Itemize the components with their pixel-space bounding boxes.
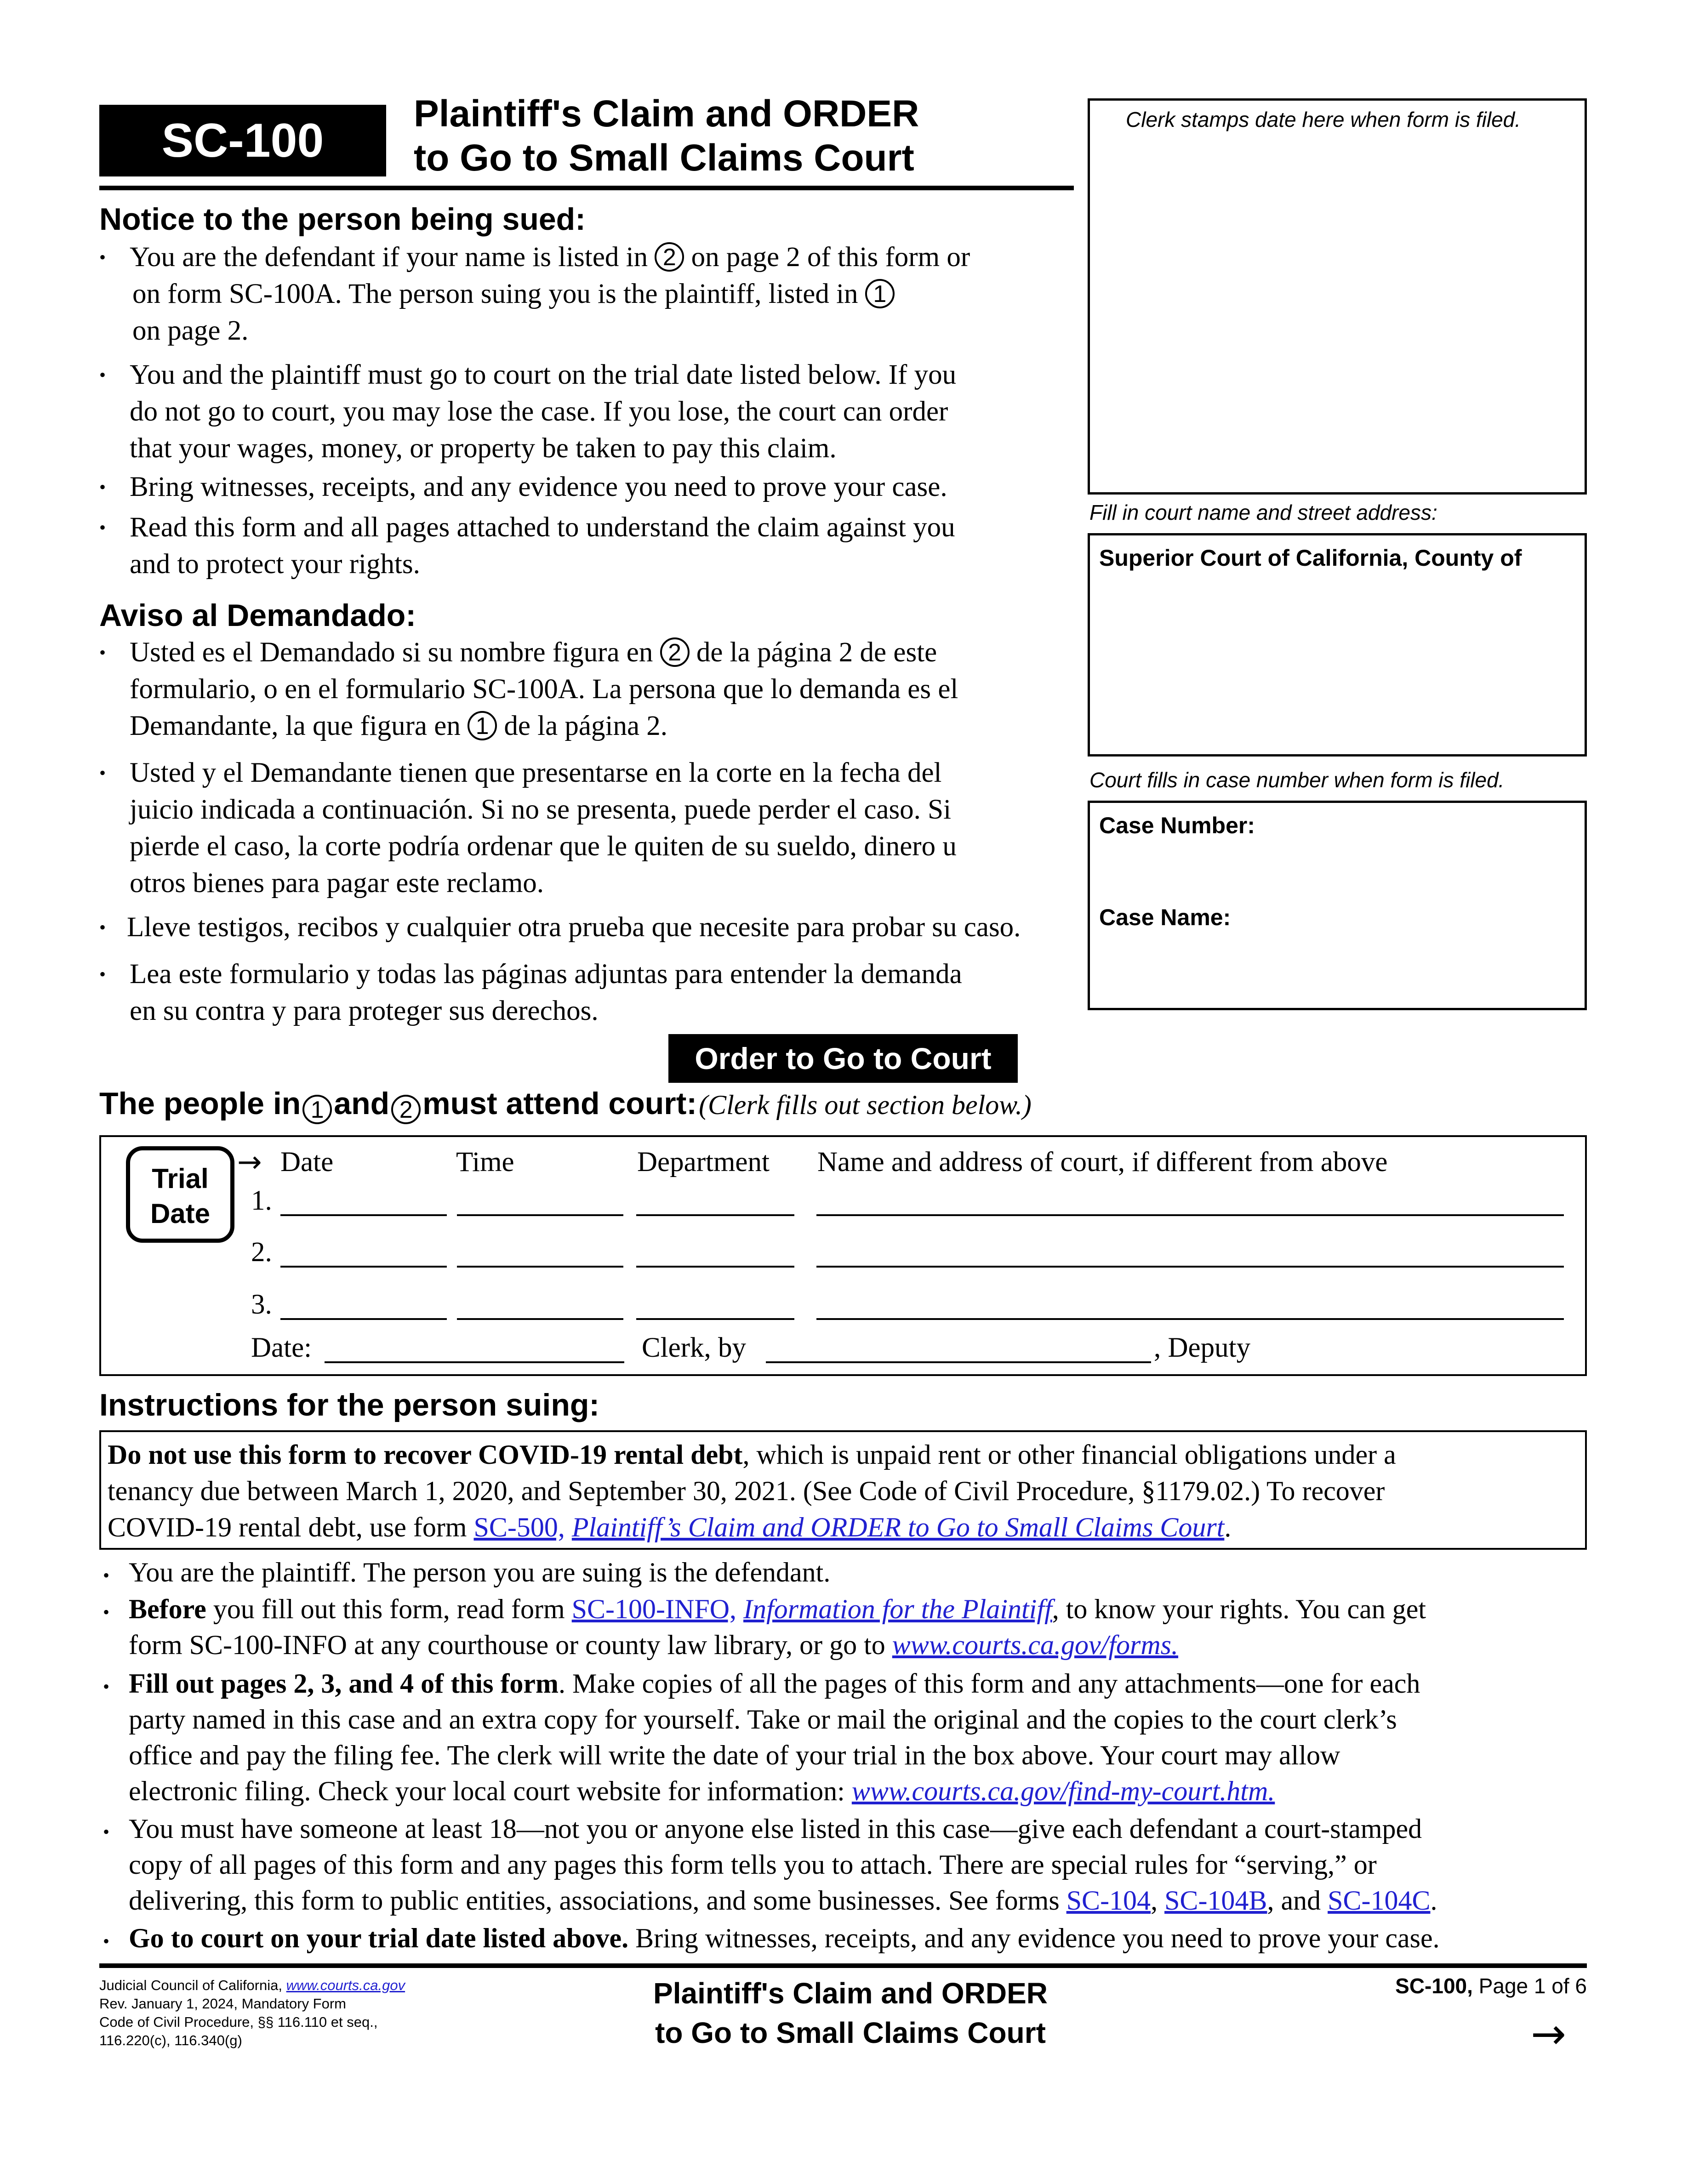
order-date-field[interactable]	[325, 1361, 624, 1363]
arrow-right-icon: →	[237, 1145, 262, 1179]
trial-department-field[interactable]	[636, 1266, 794, 1268]
court-address-box[interactable]: Superior Court of California, County of	[1088, 533, 1587, 756]
trial-date-section: Trial Date → Date Time Department Name and address of court, if different from above 1. 2. 3. Date: Clerk, by , Deputy	[99, 1135, 1587, 1376]
trial-department-field[interactable]	[636, 1318, 794, 1320]
case-number-note: Court fills in case number when form is filed.	[1089, 768, 1505, 792]
trial-court-field[interactable]	[816, 1214, 1564, 1216]
page-title: Plaintiff's Claim and ORDER to Go to Small Claims Court	[414, 93, 919, 179]
attend-line: The people in 1 and 2 must attend court: (Clerk fills out section below.)	[99, 1086, 1032, 1124]
trial-date-field[interactable]	[280, 1266, 447, 1268]
covid-notice-box: Do not use this form to recover COVID-19 rental debt, which is unpaid rent or other financial obligations under a tenancy due between March 1, 2020, and September 30, 2021. (See Code of Civil Procedure, §1179.02.) To recover COVID-19 rental debt, use form SC-500, Plaintiff’s Claim and ORDER to Go to Small Claims Court.	[99, 1430, 1587, 1550]
order-banner: Order to Go to Court	[668, 1034, 1018, 1083]
footer-rule	[99, 1963, 1587, 1968]
case-number-label: Case Number:	[1099, 813, 1255, 838]
clerk-label: Clerk, by	[642, 1332, 747, 1363]
clerk-stamp-box[interactable]: Clerk stamps date here when form is filed.	[1088, 98, 1587, 495]
find-my-court-link[interactable]: www.courts.ca.gov/find-my-court.htm.	[851, 1776, 1275, 1806]
trial-department-field[interactable]	[636, 1214, 794, 1216]
case-name-label: Case Name:	[1099, 904, 1231, 930]
col-date: Date	[280, 1147, 334, 1177]
trial-date-badge: Trial Date	[126, 1146, 234, 1243]
clerk-name-field[interactable]	[766, 1361, 1151, 1363]
aviso-heading: Aviso al Demandado:	[99, 598, 416, 633]
trial-time-field[interactable]	[457, 1318, 623, 1320]
sc-104c-link[interactable]: SC-104C	[1328, 1885, 1431, 1916]
footer-page: SC-100, Page 1 of 6	[1395, 1974, 1587, 1998]
court-address-note: Fill in court name and street address:	[1089, 500, 1437, 524]
case-info-box[interactable]	[1088, 801, 1587, 1010]
trial-date-field[interactable]	[280, 1318, 447, 1320]
next-page-arrow-icon[interactable]: →	[1531, 2009, 1567, 2059]
footer-citation: Judicial Council of California, www.courts.ca.gov Rev. January 1, 2024, Mandatory Form Code of Civil Procedure, §§ 116.110 et seq., 116.220(c), 116.340(g)	[99, 1977, 405, 2048]
col-department: Department	[637, 1147, 770, 1177]
trial-date-field[interactable]	[280, 1214, 447, 1216]
col-time: Time	[456, 1147, 514, 1177]
circle-1-icon: 1	[302, 1095, 332, 1124]
circle-1-icon: 1	[865, 279, 895, 308]
courts-forms-link[interactable]: www.courts.ca.gov/forms.	[892, 1630, 1179, 1660]
instructions-heading: Instructions for the person suing:	[99, 1388, 600, 1422]
circle-2-icon: 2	[391, 1095, 421, 1124]
header-rule	[99, 186, 1074, 190]
courts-link[interactable]: www.courts.ca.gov	[286, 1977, 405, 1993]
circle-2-icon: 2	[655, 242, 684, 272]
footer-title: Plaintiff's Claim and ORDER to Go to Small Claims Court	[653, 1977, 1048, 2049]
notice-heading: Notice to the person being sued:	[99, 202, 586, 237]
sc-104-link[interactable]: SC-104	[1066, 1885, 1151, 1916]
trial-court-field[interactable]	[816, 1266, 1564, 1268]
circle-1-icon: 1	[468, 711, 497, 740]
sc-500-link[interactable]: SC-500, Plaintiff’s Claim and ORDER to Go to Small Claims Court	[473, 1512, 1225, 1542]
col-court: Name and address of court, if different from above	[817, 1147, 1388, 1177]
trial-court-field[interactable]	[816, 1318, 1564, 1320]
form-number: SC-100	[99, 105, 386, 176]
trial-time-field[interactable]	[457, 1266, 623, 1268]
sc-104b-link[interactable]: SC-104B	[1164, 1885, 1267, 1916]
order-date-label: Date:	[251, 1332, 312, 1363]
deputy-label: , Deputy	[1154, 1332, 1251, 1363]
trial-time-field[interactable]	[457, 1214, 623, 1216]
sc-100-info-link[interactable]: SC-100-INFO, Information for the Plaintiff	[571, 1594, 1052, 1624]
circle-2-icon: 2	[660, 637, 690, 667]
